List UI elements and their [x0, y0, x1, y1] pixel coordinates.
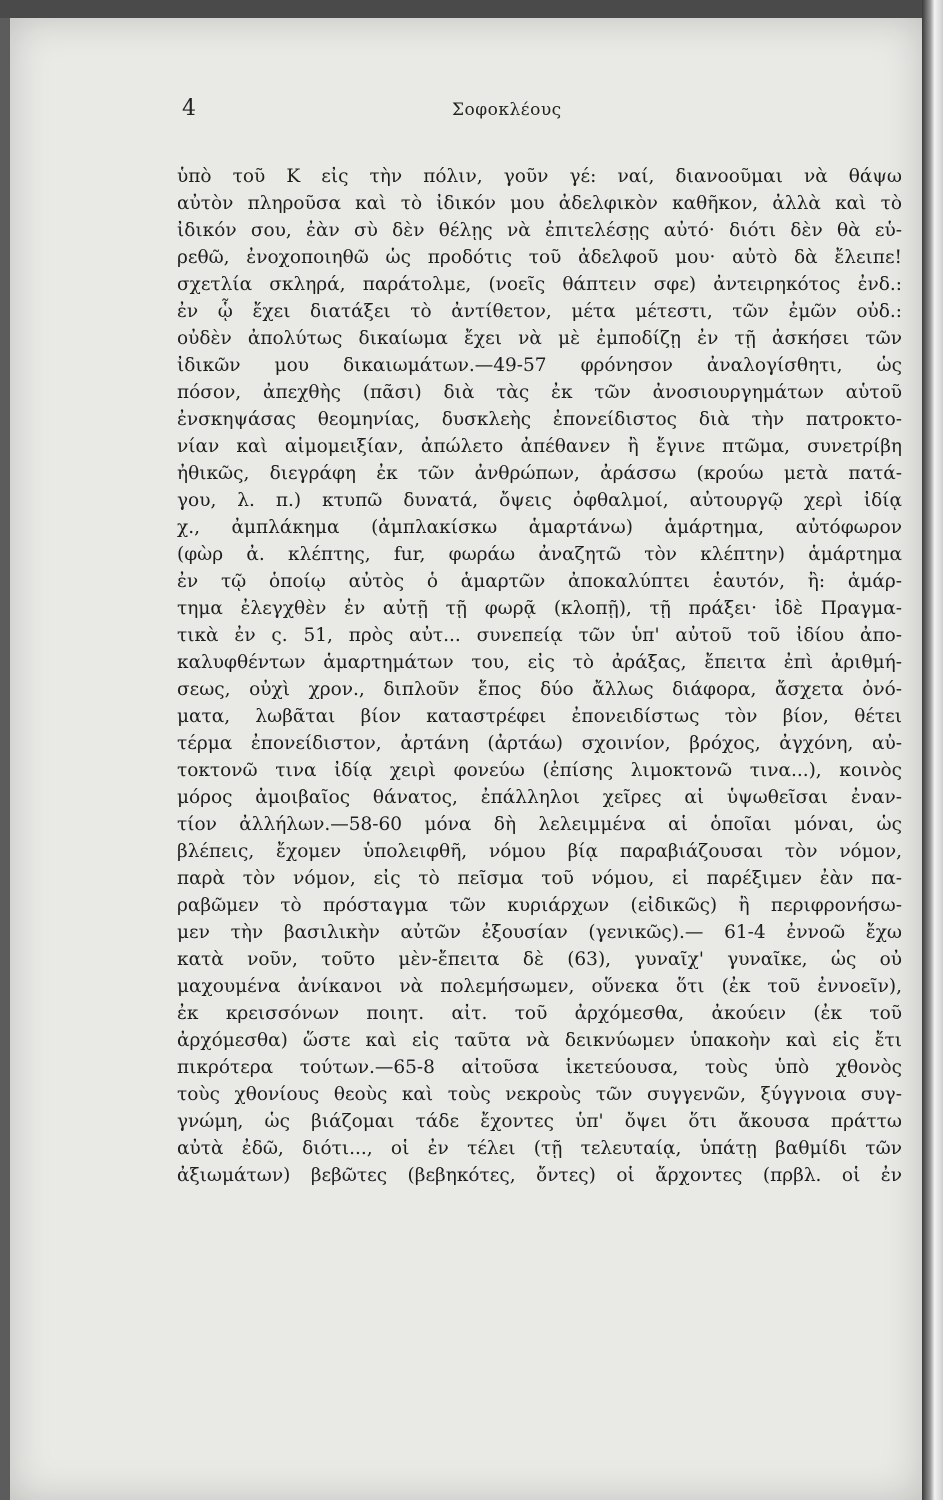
text-line: αὐτὸν πληροῦσα καὶ τὸ ἰδικόν μου ἀδελφικὸν καθῆκον, ἀλλὰ καὶ τὸ — [177, 193, 902, 214]
text-line: μεν τὴν βασιλικὴν αὐτῶν ἐξουσίαν (γενικῶς).— 61-4 ἐννοῶ ἔχω — [177, 922, 902, 943]
text-line: τημα ἐλεγχθὲν ἐν αὐτῇ τῇ φωρᾷ (κλοπῇ), τῇ πράξει· ἰδὲ Πραγμα- — [177, 598, 902, 619]
text-line: τοκτονῶ τινα ἰδίᾳ χειρὶ φονεύω (ἐπίσης λιμοκτονῶ τινα...), κοινὸς — [177, 760, 902, 781]
text-line: σεως, οὐχὶ χρον., διπλοῦν ἔπος δύο ἄλλως διάφορα, ἄσχετα ὀνό- — [177, 679, 902, 700]
text-line: τικὰ ἐν ς. 51, πρὸς αὐτ... συνεπείᾳ τῶν ὑπ' αὐτοῦ τοῦ ἰδίου ἀπο- — [177, 625, 902, 646]
text-line: πικρότερα τούτων.—65-8 αἰτοῦσα ἱκετεύουσα, τοὺς ὑπὸ χθονὸς — [177, 1057, 902, 1078]
text-line: χ., ἀμπλάκημα (ἀμπλακίσκω ἁμαρτάνω) ἁμάρτημα, αὐτόφωρον — [177, 517, 902, 538]
text-line: καλυφθέντων ἁμαρτημάτων του, εἰς τὸ ἀράξας, ἔπειτα ἐπὶ ἀριθμή- — [177, 652, 902, 673]
text-line: τίον ἀλλήλων.—58-60 μόνα δὴ λελειμμένα αἱ ὁποῖαι μόναι, ὡς — [177, 814, 902, 835]
text-line: πόσον, ἀπεχθὴς (πᾶσι) διὰ τὰς ἐκ τῶν ἀνοσιουργημάτων αὑτοῦ — [177, 382, 902, 403]
commentary-text — [177, 163, 907, 1189]
text-line: ἠθικῶς, διεγράφη ἐκ τῶν ἀνθρώπων, ἀράσσω (κρούω μετὰ πατά- — [177, 463, 902, 484]
text-line: ὑπὸ τοῦ Κ εἰς τὴν πόλιν, γοῦν γέ: ναί, διανοοῦμαι νὰ θάψω — [177, 166, 902, 187]
text-line: μαχουμένα ἀνίκανοι νὰ πολεμήσωμεν, οὕνεκα ὅτι (ἐκ τοῦ ἐννοεῖν), — [177, 976, 902, 997]
text-line: βλέπεις, ἔχομεν ὑπολειφθῆ, νόμου βίᾳ παραβιάζουσαι τὸν νόμον, — [177, 841, 902, 862]
scan-top-border — [0, 0, 943, 18]
text-line: ἰδικῶν μου δικαιωμάτων.—49-57 φρόνησον ἀναλογίσθητι, ὡς — [177, 355, 902, 376]
text-line: γνώμη, ὡς βιάζομαι τάδε ἔχοντες ὑπ' ὄψει ὅτι ἄκουσα πράττω — [177, 1111, 902, 1132]
text-line: ραβῶμεν τὸ πρόσταγμα τῶν κυριάρχων (εἰδικῶς) ἢ περιφρονήσω- — [177, 895, 902, 916]
running-head: Σοφοκλέους — [452, 100, 562, 120]
text-line: τέρμα ἐπονείδιστον, ἀρτάνη (ἀρτάω) σχοινίον, βρόχος, ἀγχόνη, αὐ- — [177, 733, 902, 754]
text-line: οὐδὲν ἀπολύτως δικαίωμα ἔχει νὰ μὲ ἐμποδίζῃ ἐν τῇ ἀσκήσει τῶν — [177, 328, 902, 349]
page-edge — [922, 0, 943, 1500]
text-line: σχετλία σκληρά, παράτολμε, (νοεῖς θάπτειν σφε) ἀντειρηκότος ἐνδ.: — [177, 274, 902, 295]
text-line: παρὰ τὸν νόμον, εἰς τὸ πεῖσμα τοῦ νόμου, εἰ παρέξιμεν ἐὰν πα- — [177, 868, 902, 889]
page-number: 4 — [182, 96, 196, 121]
text-line: ἐν τῷ ὁποίῳ αὐτὸς ὁ ἁμαρτῶν ἀποκαλύπτει ἑαυτόν, ἢ: ἁμάρ- — [177, 571, 902, 592]
text-line: μόρος ἀμοιβαῖος θάνατος, ἐπάλληλοι χεῖρες αἱ ὑψωθεῖσαι ἐναν- — [177, 787, 902, 808]
text-line: κατὰ νοῦν, τοῦτο μὲν-ἔπειτα δὲ (63), γυναῖχ' γυναῖκε, ὡς οὐ — [177, 949, 902, 970]
text-line: ἀξιωμάτων) βεβῶτες (βεβηκότες, ὄντες) οἱ ἄρχοντες (πρβλ. οἱ ἐν — [177, 1165, 902, 1186]
text-line: ματα, λωβᾶται βίον καταστρέφει ἐπονειδίστως τὸν βίον, θέτει — [177, 706, 902, 727]
text-line: νίαν καὶ αἱμομειξίαν, ἀπώλετο ἀπέθανεν ἢ ἔγινε πτῶμα, συνετρίβη — [177, 436, 902, 457]
text-line: αὐτὰ ἐδῶ, διότι..., οἱ ἐν τέλει (τῇ τελευταίᾳ, ὑπάτῃ βαθμίδι τῶν — [177, 1138, 902, 1159]
text-line: ἐν ᾧ ἔχει διατάξει τὸ ἀντίθετον, μέτα μέτεστι, τῶν ἐμῶν οὐδ.: — [177, 301, 902, 322]
text-line: τοὺς χθονίους θεοὺς καὶ τοὺς νεκροὺς τῶν συγγενῶν, ξύγγνοια συγ- — [177, 1084, 902, 1105]
text-line: ἐκ κρεισσόνων ποιητ. αἰτ. τοῦ ἀρχόμεσθα, ἀκούειν (ἐκ τοῦ — [177, 1003, 902, 1024]
text-line: ρεθῶ, ἐνοχοποιηθῶ ὡς προδότις τοῦ ἀδελφοῦ μου· αὐτὸ δὰ ἔλειπε! — [177, 247, 902, 268]
text-line: ἰδικόν σου, ἐὰν σὺ δὲν θέλῃς νὰ ἐπιτελέσῃς αὐτό· διότι δὲν θὰ εὑ- — [177, 220, 902, 241]
text-line: ἐνσκηψάσας θεομηνίας, δυσκλεὴς ἐπονείδιστος διὰ τὴν πατροκτο- — [177, 409, 902, 430]
text-line: ἀρχόμεσθα) ὥστε καὶ εἰς ταῦτα νὰ δεικνύωμεν ὑπακοὴν καὶ εἰς ἔτι — [177, 1030, 902, 1051]
text-line: γου, λ. π.) κτυπῶ δυνατά, ὄψεις ὀφθαλμοί, αὐτουργῷ χερὶ ἰδίᾳ — [177, 490, 902, 511]
text-line: (φὼρ ἀ. κλέπτης, fur, φωράω ἀναζητῶ τὸν κλέπτην) ἁμάρτημα — [177, 544, 902, 565]
